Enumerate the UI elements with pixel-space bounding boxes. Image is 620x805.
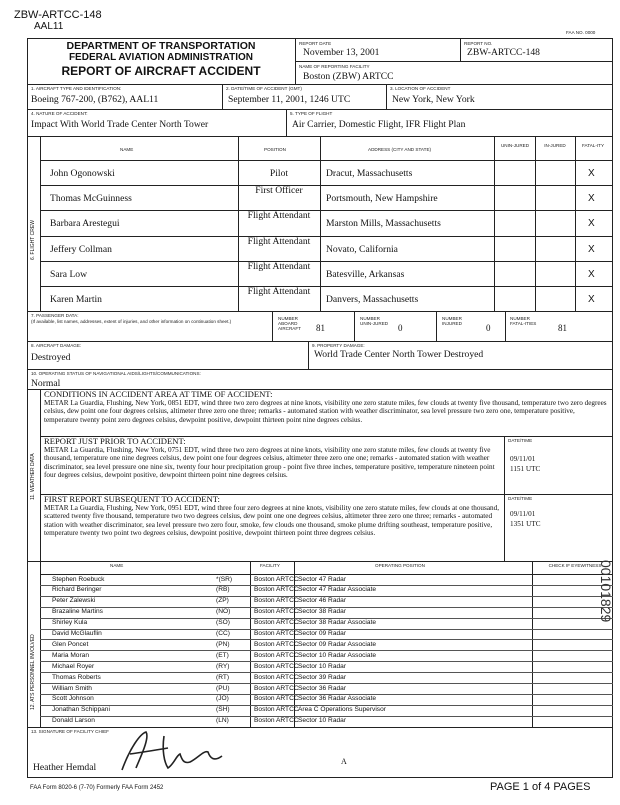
personnel-header-eyewitness: CHECK IF EYEWITNESS [548,563,602,568]
uninjured-label: NUMBER UNIN-JURED [360,316,389,326]
crew-address: Portsmouth, New Hampshire [326,193,438,205]
personnel-position: Sector 09 Radar [298,630,347,637]
datetime-value: September 11, 2001, 1246 UTC [228,94,351,105]
conditions-title: CONDITIONS IN ACCIDENT AREA AT TIME OF ACCIDENT: [44,389,273,399]
personnel-facility: Boston ARTCC [254,684,299,692]
personnel-initials: (PN) [216,640,230,648]
crew-name: Barbara Arestegui [50,218,120,230]
personnel-name: Brazaline Martins [52,608,103,616]
personnel-initials: *(SR) [216,575,233,583]
personnel-name: David McGlauflin [52,630,102,637]
navaids-value: Normal [31,378,61,389]
personnel-facility: Boston ARTCC [254,651,299,659]
navaids-label: 10. OPERATING STATUS OF NAVIGATIONAL AIDS/LIGHTS/COMMUNICATIONS: [31,371,201,376]
personnel-section-label: 12. ATS PERSONNEL INVOLVED [30,634,36,710]
personnel-position: Sector 10 Radar [298,717,347,725]
crew-header-name: NAME [120,147,134,152]
signature-mark: A [341,757,347,766]
signature-scribble [110,728,230,774]
aboard-value: 81 [316,323,325,333]
nature-value: Impact With World Trade Center North Tower [31,119,209,130]
personnel-facility: Boston ARTCC [254,619,299,627]
stamp-top: ZBW-ARTCC-148 [14,9,102,21]
personnel-position: Sector 10 Radar [298,662,347,670]
personnel-facility: Boston ARTCC [254,630,299,637]
crew-name: Karen Martin [50,294,102,305]
personnel-position: Sector 46 Radar [298,597,347,605]
personnel-name: Glen Poncet [52,640,89,648]
personnel-position: Area C Operations Supervisor [298,706,386,714]
crew-header-address: ADDRESS (CITY AND STATE) [368,147,432,152]
flight-type-label: 5. TYPE OF FLIGHT [290,111,333,116]
personnel-name: Peter Zalewski [52,597,96,605]
personnel-name: Michael Royer [52,662,95,670]
crew-header-position: POSITION [264,147,286,152]
personnel-name: William Smith [52,684,92,692]
facility-name: Boston (ZBW) ARTCC [303,71,394,82]
personnel-initials: (CC) [216,630,230,637]
personnel-name: Stephen Roebuck [52,575,105,583]
passenger-note: (If available, list names, addresses, extent of injuries, and other information on continuation sheet.) [31,319,232,324]
personnel-position: Sector 38 Radar Associate [298,619,377,627]
personnel-position: Sector 10 Radar Associate [298,651,377,659]
crew-fatal-mark: X [588,243,595,255]
crew-address: Batesville, Arkansas [326,268,405,280]
personnel-facility: Boston ARTCC [254,717,299,725]
subseq-title: FIRST REPORT SUBSEQUENT TO ACCIDENT: [44,494,220,504]
crew-address: Danvers, Massachusetts [326,294,419,305]
personnel-position: Sector 36 Radar Associate [298,695,377,703]
personnel-header-name: NAME [110,563,124,568]
crew-name: John Ogonowski [50,168,115,179]
personnel-initials: (NO) [216,608,231,616]
crew-position: Flight Attendant [247,260,311,272]
report-no-label: REPORT NO. [464,41,493,46]
flight-type-value: Air Carrier, Domestic Flight, IFR Flight Plan [292,119,466,130]
personnel-facility: Boston ARTCC [254,673,299,681]
crew-header-injured: IN-JURED [544,143,566,148]
personnel-position: Sector 47 Radar Associate [298,586,377,594]
personnel-initials: (RT) [216,673,230,681]
crew-fatal-mark: X [588,218,595,230]
personnel-header-facility: FACILITY [260,563,280,568]
personnel-facility: Boston ARTCC [254,586,299,594]
injured-value: 0 [486,323,491,333]
form-title: REPORT OF AIRCRAFT ACCIDENT [61,64,261,78]
datetime-label: 2. DATE/TIME OF ACCIDENT (GMT) [226,86,302,91]
crew-position: Flight Attendant [247,210,311,222]
crew-position: Flight Attendant [247,235,311,247]
personnel-header-position: OPERATING POSITION [375,563,425,568]
personnel-initials: (RY) [216,662,230,670]
personnel-position: Sector 36 Radar [298,684,347,692]
prior-text: METAR La Guardia, Flushing, New York, 0751 EDT, wind three two zero degrees at nine knots, visibility one zero statute miles, few clouds at twenty five thousand, temperature one nine degrees celsius, dew point one four degrees celsius, altimeter three zero one one; remarks - automated station with weather discriminator, sea level pressure one nine six, twenty four hour precipitation group - point five three inches, temperature positive, temperature nineteen point four degrees celsius, dewpoint positive, dewpoint thirteen point nine degrees celsius. [44,445,495,480]
property-damage-value: World Trade Center North Tower Destroyed [314,349,484,360]
crew-fatal-mark: X [588,193,595,205]
personnel-initials: (SO) [216,619,230,627]
weather-section-label: 11. WEATHER DATA [30,453,36,500]
personnel-facility: Boston ARTCC [254,597,299,605]
prior-date: 09/11/01 [510,455,536,463]
personnel-name: Shirley Kula [52,619,88,627]
personnel-facility: Boston ARTCC [254,608,299,616]
prior-title: REPORT JUST PRIOR TO ACCIDENT: [44,436,186,446]
personnel-name: Scott Johnson [52,695,94,703]
personnel-initials: (RB) [216,586,230,594]
crew-section-label: 6. FLIGHT CREW [30,220,36,260]
personnel-facility: Boston ARTCC [254,640,299,648]
personnel-facility: Boston ARTCC [254,706,299,714]
stamp-sub: AAL11 [34,21,64,32]
form-number: FAA Form 8020-6 (7-70) Formerly FAA Form 2452 [30,785,164,791]
personnel-initials: (ET) [216,651,229,659]
subseq-text: METAR La Guardia, Flushing, New York, 0951 EDT, wind three four zero degrees at nine knots, visibility one zero statute miles, few clouds at one thousand, scattered twenty five thousand, temperature two two degrees celsius, dew point one one degrees celsius, altimeter three zero one three; remarks - automated station with weather discriminator, sea level pressure two zero four, smoke, few clouds one thousand, smoke plume drifting southeast, temperature positive, temperature twenty two point two degrees celsius, dewpoint positive, dewpoint thirteen point three degrees celsius. [44,503,500,538]
signature-label: 13. SIGNATURE OF FACILITY CHIEF [31,729,109,734]
personnel-name: Thomas Roberts [52,673,101,681]
uninjured-value: 0 [398,323,403,333]
personnel-position: Sector 38 Radar [298,608,347,616]
personnel-initials: (JO) [216,695,229,703]
location-value: New York, New York [392,94,475,105]
subseq-time: 1351 UTC [510,520,541,528]
location-label: 3. LOCATION OF ACCIDENT [390,86,451,91]
crew-fatal-mark: X [588,268,595,280]
personnel-facility: Boston ARTCC [254,695,299,703]
crew-address: Marston Mills, Massachusetts [326,218,441,230]
crew-name: Thomas McGuinness [50,193,132,205]
agency-title: FEDERAL AVIATION ADMINISTRATION [68,52,254,63]
aircraft-value: Boeing 767-200, (B762), AAL11 [31,94,159,105]
page-indicator: PAGE 1 of 4 PAGES [490,781,591,793]
top-right-tiny: FAA NO. 0000 [566,30,596,35]
dept-title: DEPARTMENT OF TRANSPORTATION [66,40,256,52]
personnel-initials: (PU) [216,684,230,692]
personnel-initials: (SH) [216,706,230,714]
personnel-name: Jonathan Schippani [52,706,110,714]
injured-label: NUMBER INJURED [442,316,462,326]
report-date-label: REPORT DATE [299,41,332,46]
chief-name: Heather Hemdal [33,762,97,773]
crew-position: Flight Attendant [247,286,311,297]
property-damage-label: 9. PROPERTY DAMAGE: [312,343,365,348]
report-date: November 13, 2001 [303,47,380,58]
personnel-facility: Boston ARTCC [254,575,299,583]
personnel-position: Sector 47 Radar [298,575,347,583]
personnel-initials: (LN) [216,717,229,725]
crew-fatal-mark: X [588,294,595,305]
fatal-label: NUMBER FATAL-ITIES [510,316,537,326]
nature-label: 4. NATURE OF ACCIDENT: [31,111,88,116]
conditions-text: METAR La Guardia, Flushing, New York, 0851 EDT, wind three two zero degrees at nine knots, visibility one zero statute miles, few clouds at twenty five thousand, temperature two zero degrees celsius, dew point one four degrees celsius, altimeter three zero one three; remarks - automated station with weather discriminator, sea level pressure two zero one, temperature positive, temperature twenty point zero degrees celsius, dewpoint positive, dewpoint thirteen point nine degrees celsius. [44,398,607,424]
margin-stamp: 00101829 [598,560,614,623]
passenger-label: 7. PASSENGER DATA: [31,313,79,318]
aircraft-damage-label: 8. AIRCRAFT DAMAGE: [31,343,82,348]
crew-name: Jeffery Collman [50,243,112,255]
crew-address: Novato, California [326,243,398,255]
crew-address: Dracut, Massachusetts [326,168,413,179]
subseq-dt-label: DATE/TIME [508,496,533,501]
personnel-initials: (ZP) [216,597,229,605]
prior-time: 1151 UTC [510,465,541,473]
crew-name: Sara Low [50,268,88,280]
facility-label: NAME OF REPORTING FACILITY [299,64,370,69]
aircraft-label: 1. AIRCRAFT TYPE AND IDENTIFICATION: [31,86,122,91]
crew-position: Pilot [269,168,289,179]
personnel-position: Sector 09 Radar Associate [298,640,377,648]
personnel-facility: Boston ARTCC [254,662,299,670]
aboard-label: NUMBER ABOARD AIRCRAFT [278,316,301,331]
prior-dt-label: DATE/TIME [508,438,533,443]
personnel-position: Sector 39 Radar [298,673,347,681]
crew-fatal-mark: X [588,168,595,179]
report-no: ZBW-ARTCC-148 [467,47,540,58]
subseq-date: 09/11/01 [510,510,536,518]
crew-header-uninjured: UNIN-JURED [500,143,530,148]
personnel-name: Donald Larson [52,717,95,725]
aircraft-damage-value: Destroyed [31,352,71,363]
crew-position: First Officer [255,185,303,197]
crew-header-fatality: FATAL-ITY [581,143,605,148]
personnel-name: Maria Moran [52,651,90,659]
personnel-name: Richard Beringer [52,586,102,594]
fatal-value: 81 [558,323,567,333]
